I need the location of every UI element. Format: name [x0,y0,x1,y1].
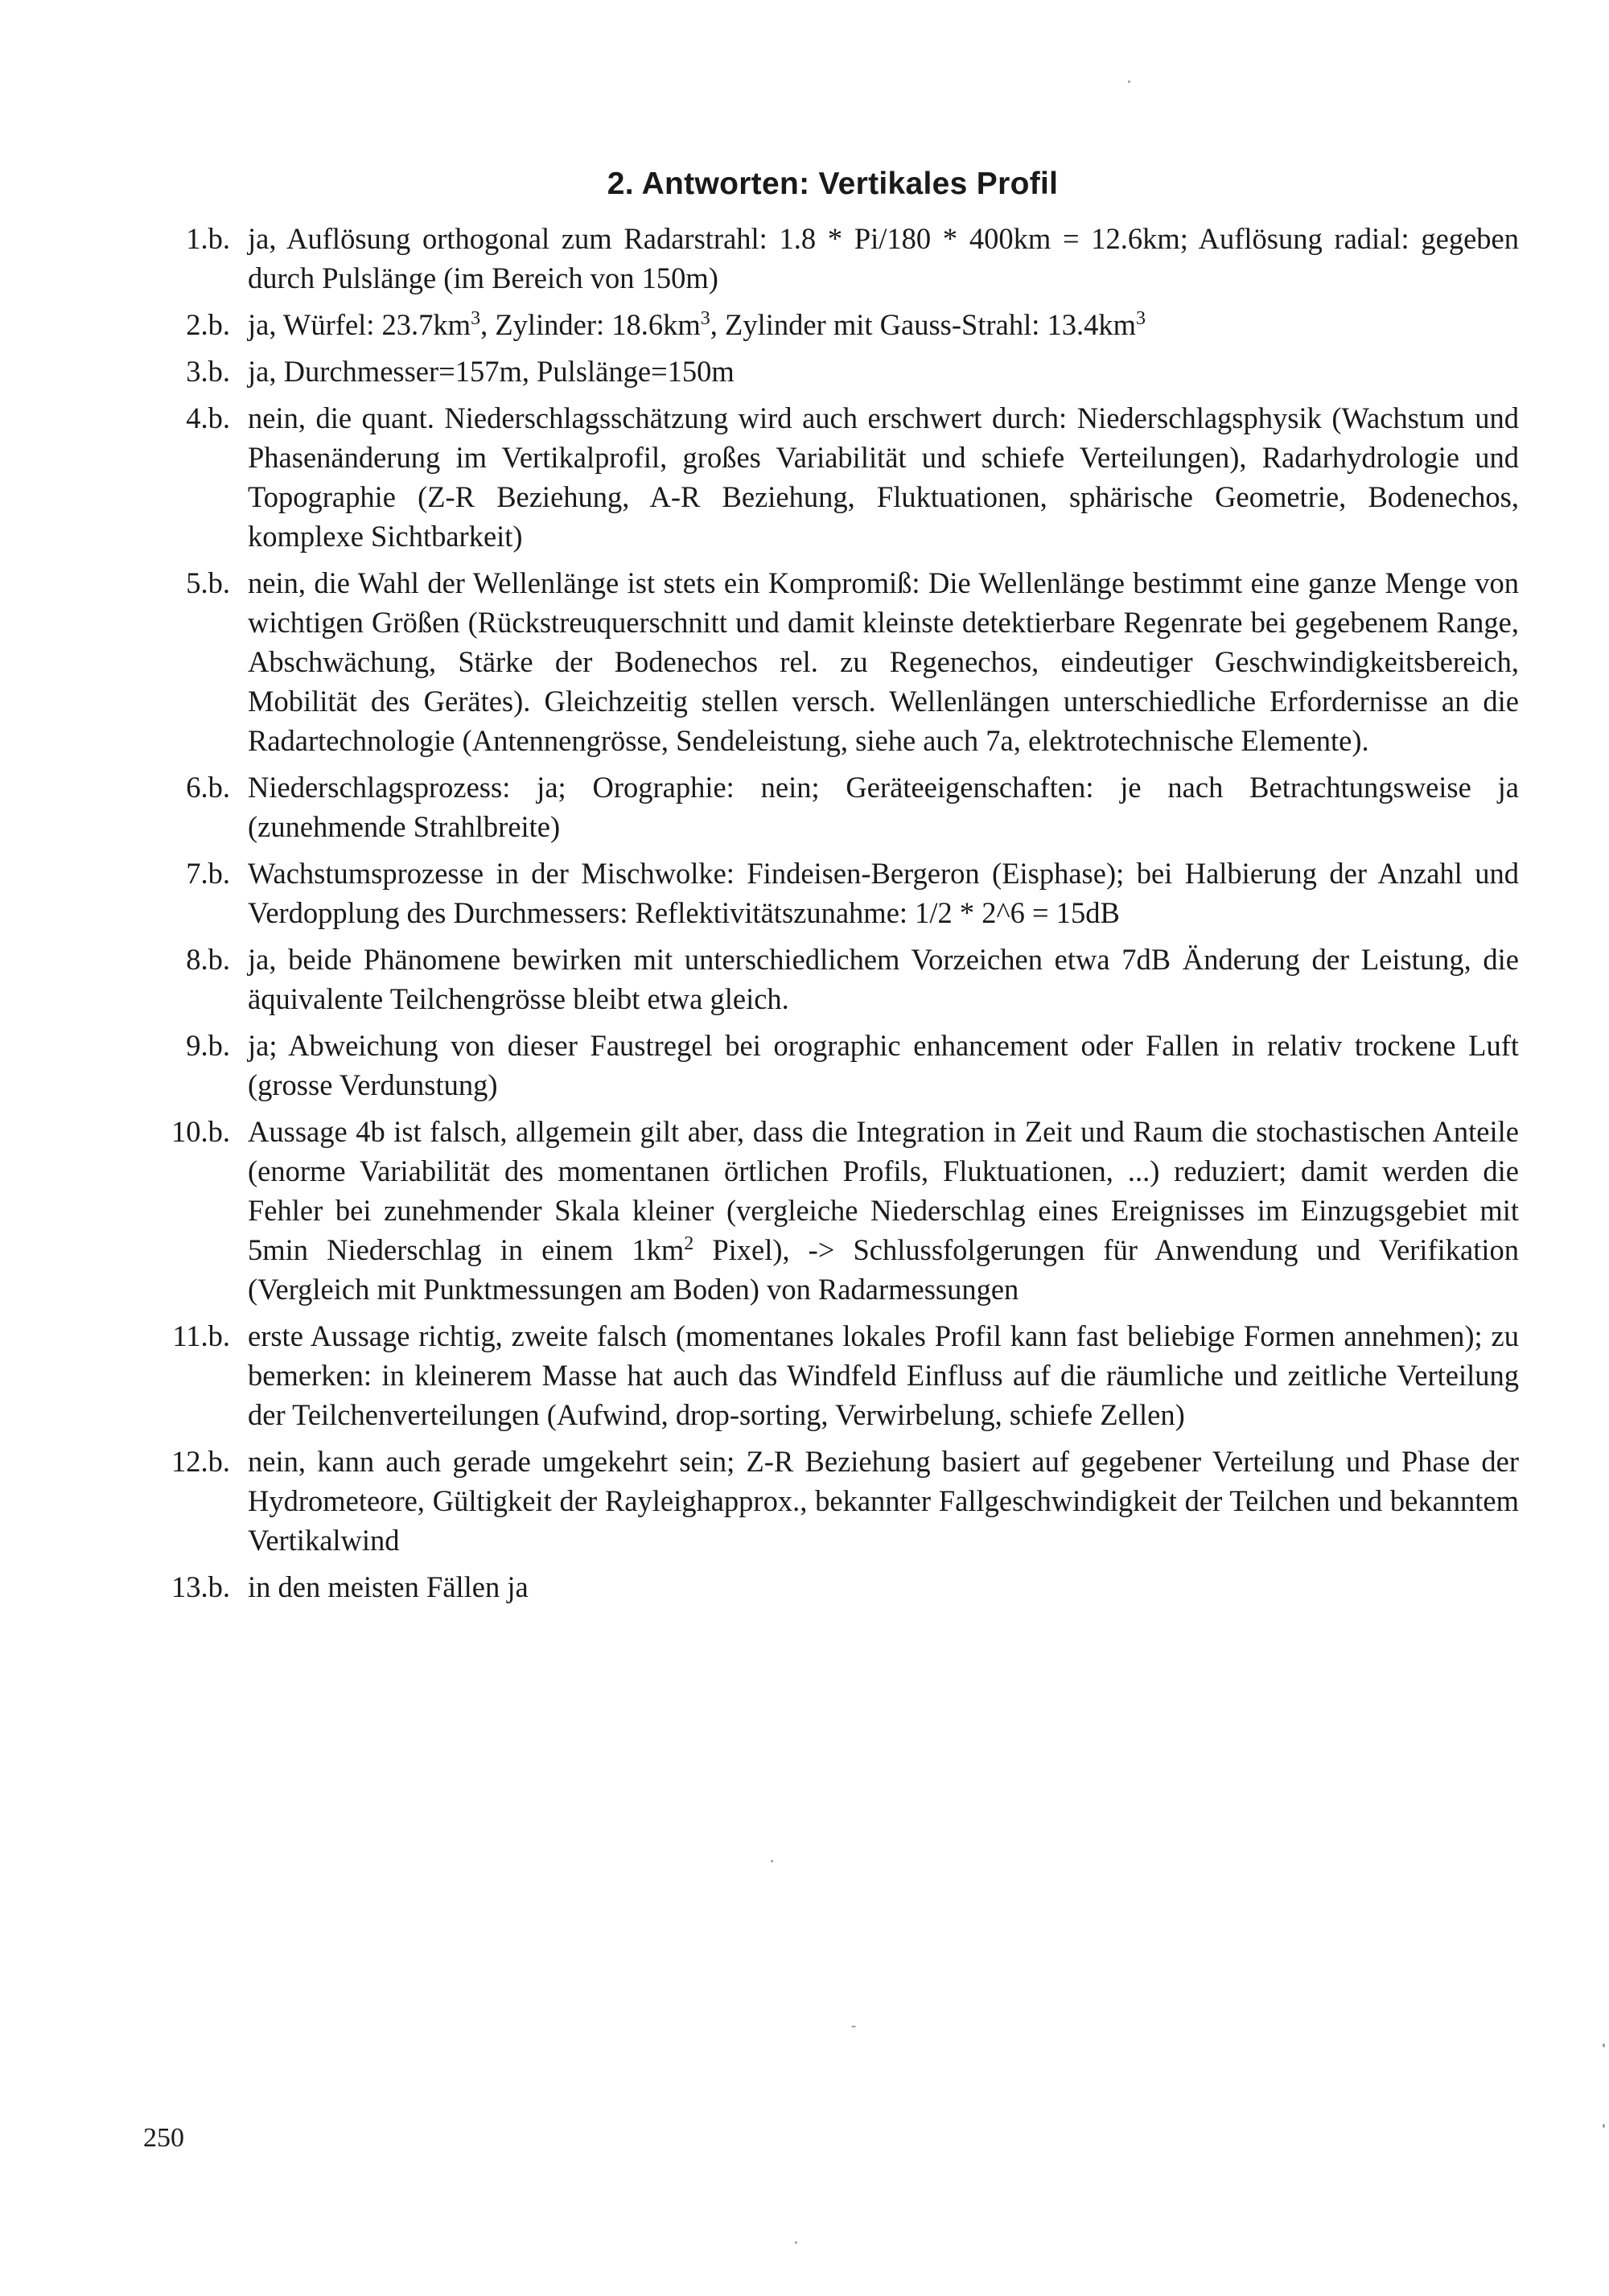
answer-number: 7.b. [186,857,230,890]
page-number: 250 [143,2123,184,2153]
answer-text: Niederschlagsprozess: ja; Orographie: nein; Geräteeigenschaften: je nach Betrachtungsweise ja (zunehmende Strahlbreite) [248,771,1519,843]
answer-number: 3.b. [186,355,230,388]
answer-item-3 [142,352,1519,391]
scan-speck [795,2241,797,2244]
answer-item-2 [142,305,1519,344]
answer-text: nein, die Wahl der Wellenlänge ist stets ein Kompromiß: Die Wellenlänge bestimmt eine ganze Menge von wichtigen Größen (Rückstreuquerschnitt und damit kleinste detektierbare Regenrate bei gegebenem Range, Abschwächung, Stärke der Bodenechos rel. zu Regenechos, eindeutiger Geschwindigkeitsbereich, Mobilität des Gerätes). Gleichzeitig stellen versch. Wellenlängen unterschiedliche Erfordernisse an die Radartechnologie (Antennengrösse, Sendeleistung, siehe auch 7a, elektrotechnische Elemente). [248,566,1519,757]
answer-number: 4.b. [186,401,230,434]
answer-number: 11.b. [172,1319,230,1352]
scan-speck [1603,2124,1605,2128]
answer-item-9 [142,1026,1519,1105]
answer-number: 13.b. [171,1570,230,1603]
answer-number: 8.b. [186,943,230,976]
answer-text: ja, Würfel: $23.7km^3$, Zylinder: $18.6km^3$, Zylinder mit Gauss-Strahl: $13.4km^3$ [248,307,1146,341]
answer-text: Wachstumsprozesse in der Mischwolke: Findeisen-Bergeron (Eisphase); bei Halbierung der Anzahl und Verdopplung des Durchmessers: Reflektivitätszunahme: 1/2 * 2^6 = 15dB [248,857,1519,929]
scan-speck [1603,2043,1605,2047]
answer-text: Aussage 4b ist falsch, allgemein gilt aber, dass die Integration in Zeit und Raum die stochastischen Anteile (enorme Variabilität des momentanen örtlichen Profils, Fluktuationen, ...) reduziert; damit werden die Fehler bei zunehmender Skala kleiner (vergleiche Niederschlag eines Ereignisses im Einzugsgebiet mit 5min Niederschlag in einem $1km^2$ Pixel), -> Schlussfolgerungen für Anwendung und Verifikation (Vergleich mit Punktmessungen am Boden) von Radarmessungen [248,1115,1519,1306]
answer-item-5 [142,563,1519,760]
answer-text: nein, die quant. Niederschlagsschätzung wird auch erschwert durch: Niederschlagsphysik (Wachstum und Phasenänderung im Vertikalprofil, großes Variabilität und schiefe Verteilungen), Radarhydrologie und Topographie (Z-R Beziehung, A-R Beziehung, Fluktuationen, sphärische Geometrie, Bodenechos, komplexe Sichtbarkeit) [248,401,1519,553]
answer-text: ja, beide Phänomene bewirken mit unterschiedlichem Vorzeichen etwa 7dB Änderung der Leistung, die äquivalente Teilchengrösse bleibt etwa gleich. [248,943,1519,1015]
answer-number: 10.b. [171,1115,230,1148]
scan-speck [851,2026,856,2027]
answer-number: 1.b. [186,222,230,255]
answer-item-10 [142,1112,1519,1309]
answer-number: 12.b. [171,1445,230,1478]
answer-text: ja; Abweichung von dieser Faustregel bei orographic enhancement oder Fallen in relativ trockene Luft (grosse Verdunstung) [248,1029,1519,1101]
superscript: 3 [471,307,481,329]
scan-speck [771,1860,773,1862]
answer-item-13 [142,1567,1519,1607]
superscript: 2 [684,1232,694,1254]
superscript: 3 [700,307,710,329]
superscript: 3 [1136,307,1146,329]
answer-item-11 [142,1316,1519,1434]
answer-number: 6.b. [186,771,230,804]
answer-text: erste Aussage richtig, zweite falsch (momentanes lokales Profil kann fast beliebige Formen annehmen); zu bemerken: in kleinerem Masse hat auch das Windfeld Einfluss auf die räumliche und zeitliche Verteilung der Teilchenverteilungen (Aufwind, drop-sorting, Verwirbelung, schiefe Zellen) [248,1319,1519,1431]
answer-list [142,219,1519,1614]
answer-item-4 [142,398,1519,556]
answer-item-8 [142,940,1519,1018]
answer-item-1 [142,219,1519,298]
answer-item-7 [142,854,1519,932]
answer-number: 5.b. [186,566,230,599]
answer-text: ja, Durchmesser=157m, Pulslänge=150m [248,355,735,388]
answer-number: 2.b. [186,308,230,341]
answer-text: in den meisten Fällen ja [248,1570,529,1603]
page-title: 2. Antworten: Vertikales Profil [607,167,1059,202]
scan-speck [1128,80,1130,83]
answer-number: 9.b. [186,1029,230,1062]
answer-item-12 [142,1442,1519,1560]
answer-text: nein, kann auch gerade umgekehrt sein; Z-R Beziehung basiert auf gegebener Verteilung und Phase der Hydrometeore, Gültigkeit der Rayleighapprox., bekannter Fallgeschwindigkeit der Teilchen und bekanntem Vertikalwind [248,1445,1519,1557]
answer-text: ja, Auflösung orthogonal zum Radarstrahl: 1.8 * Pi/180 * 400km = 12.6km; Auflösung radial: gegeben durch Pulslänge (im Bereich von 150m) [248,222,1519,294]
answer-item-6 [142,767,1519,846]
